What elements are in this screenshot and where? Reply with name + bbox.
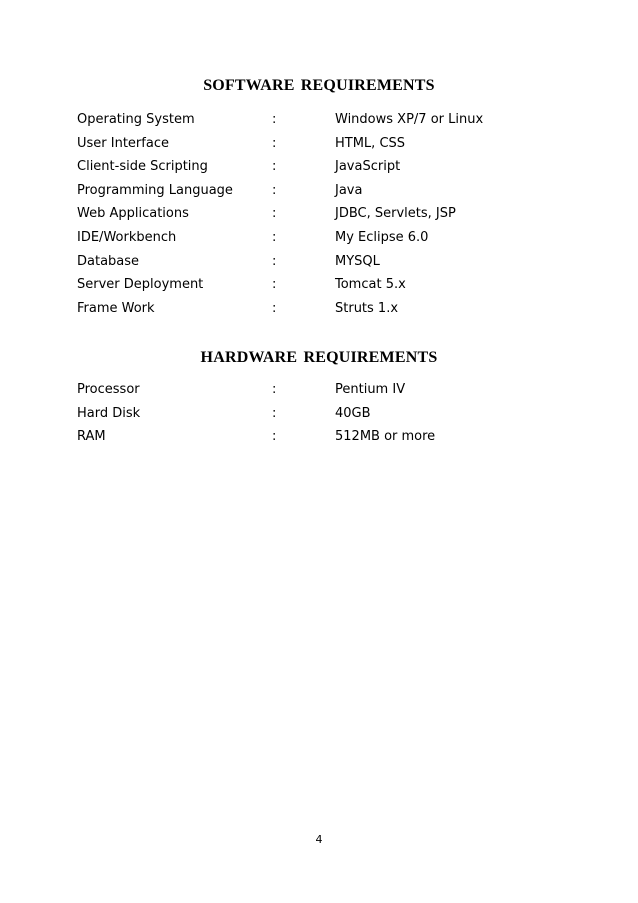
row-label: Client-side Scripting xyxy=(77,159,208,175)
table-row xyxy=(77,229,557,253)
row-separator: : xyxy=(272,182,277,198)
row-label: Processor xyxy=(77,382,140,397)
hardware-requirements-table xyxy=(77,381,557,452)
hardware-requirements-heading: HARDWARE REQUIREMENTS xyxy=(200,349,438,366)
table-row xyxy=(77,135,557,159)
row-value: Java xyxy=(335,182,363,198)
row-value: 512MB or more xyxy=(335,429,436,445)
row-value: JDBC, Servlets, JSP xyxy=(335,206,456,222)
row-value: Tomcat 5.x xyxy=(335,277,406,293)
row-value: MYSQL xyxy=(335,253,380,269)
row-separator: : xyxy=(272,229,277,245)
row-separator: : xyxy=(272,206,277,222)
row-label: Frame Work xyxy=(77,300,155,316)
row-label: User Interface xyxy=(77,135,169,151)
row-separator: : xyxy=(272,429,277,445)
row-separator: : xyxy=(272,253,277,269)
row-separator: : xyxy=(272,135,277,151)
row-separator: : xyxy=(272,277,277,293)
table-row xyxy=(77,253,557,277)
table-row xyxy=(77,205,557,229)
table-row xyxy=(77,405,557,429)
page-number: 4 xyxy=(315,833,323,846)
table-row xyxy=(77,111,557,135)
table-row xyxy=(77,428,557,452)
table-row xyxy=(77,381,557,405)
row-label: RAM xyxy=(77,429,106,445)
software-requirements-table xyxy=(77,111,557,323)
row-value: Struts 1.x xyxy=(335,300,399,316)
row-label: Programming Language xyxy=(77,182,233,198)
row-value: JavaScript xyxy=(335,159,401,175)
row-separator: : xyxy=(272,159,277,175)
row-label: IDE/Workbench xyxy=(77,229,177,245)
row-label: Server Deployment xyxy=(77,277,204,293)
table-row xyxy=(77,276,557,300)
table-row xyxy=(77,182,557,206)
row-label: Hard Disk xyxy=(77,405,141,421)
table-row xyxy=(77,158,557,182)
row-value: HTML, CSS xyxy=(335,135,406,151)
software-requirements-heading: SOFTWARE REQUIREMENTS xyxy=(203,77,435,94)
row-value: My Eclipse 6.0 xyxy=(335,229,429,245)
row-label: Operating System xyxy=(77,112,195,127)
table-row xyxy=(77,300,557,324)
row-value: Windows XP/7 or Linux xyxy=(335,112,484,127)
row-label: Database xyxy=(77,253,140,269)
row-value: 40GB xyxy=(335,405,371,421)
row-separator: : xyxy=(272,382,277,397)
row-label: Web Applications xyxy=(77,206,189,222)
row-separator: : xyxy=(272,405,277,421)
row-separator: : xyxy=(272,300,277,316)
row-separator: : xyxy=(272,112,277,127)
row-value: Pentium IV xyxy=(335,382,406,397)
